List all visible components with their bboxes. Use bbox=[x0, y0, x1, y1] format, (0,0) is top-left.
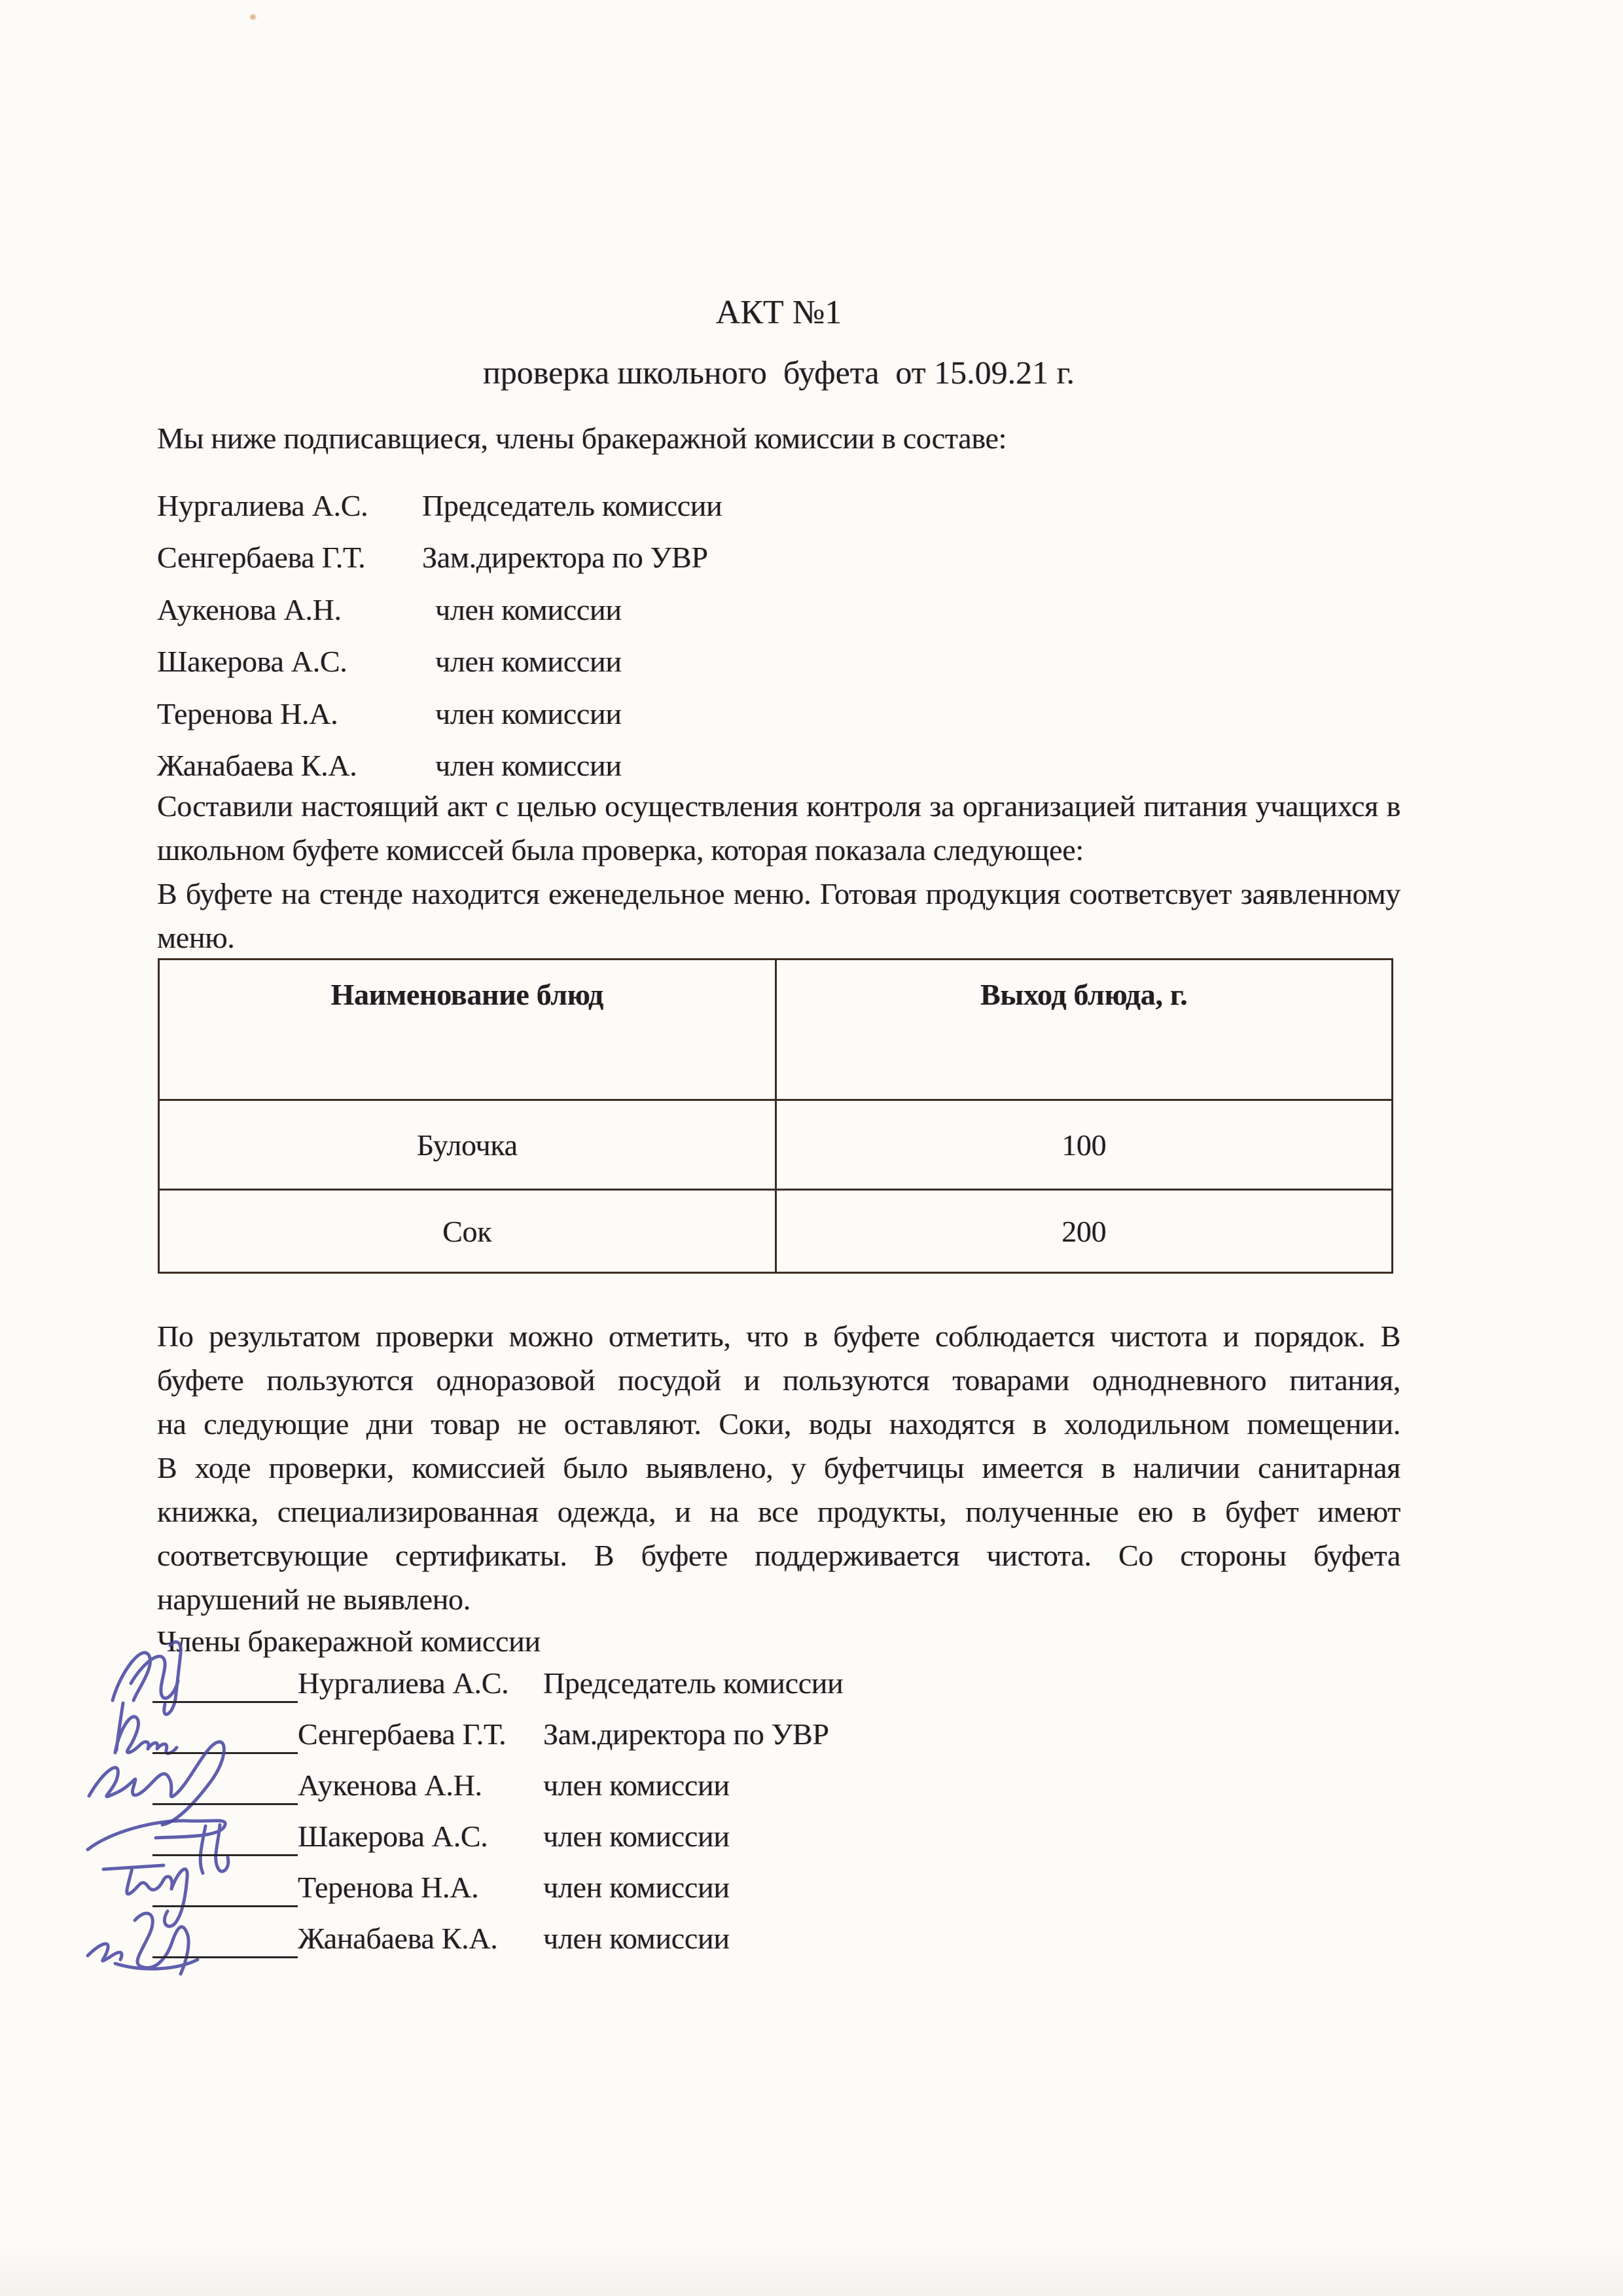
member-row bbox=[157, 538, 708, 577]
member-name: Теренова Н.А. bbox=[157, 697, 338, 730]
member-row bbox=[157, 694, 622, 734]
member-name: Шакерова А.С. bbox=[157, 645, 348, 678]
member-name: Нургалиева А.С. bbox=[157, 489, 368, 522]
table-cell-weight: 100 bbox=[776, 1100, 1393, 1190]
table-header-row bbox=[159, 960, 1393, 1100]
table-cell-dish: Булочка bbox=[159, 1100, 776, 1190]
signatory-role: член комиссии bbox=[543, 1820, 730, 1853]
signatory-name: Аукенова А.Н. bbox=[298, 1768, 482, 1802]
signature-line bbox=[152, 1956, 298, 1958]
intro-line: Мы ниже подписавщиеся, члены бракеражной комиссии в составе: bbox=[157, 422, 1007, 455]
dishes-table bbox=[158, 958, 1393, 1274]
subtitle-block bbox=[157, 353, 1400, 391]
body-line: меню. bbox=[157, 921, 235, 954]
signatory-role: Председатель комиссии bbox=[543, 1666, 844, 1700]
member-name: Жанабаева К.А. bbox=[157, 749, 357, 782]
signatory-name: Теренова Н.А. bbox=[298, 1871, 479, 1904]
table-cell-dish: Сок bbox=[159, 1190, 776, 1273]
signatory-role: Зам.директора по УВР bbox=[543, 1717, 829, 1751]
body-line: соответсвующие сертификаты. В буфете поддерживается чистота. Со стороны буфета bbox=[157, 1539, 1400, 1572]
body-line: школьном буфете комиссей была проверка, которая показала следующее: bbox=[157, 833, 1084, 867]
signatory-name: Жанабаева К.А. bbox=[298, 1922, 498, 1955]
signatory-role: член комиссии bbox=[543, 1768, 730, 1802]
member-name: Аукенова А.Н. bbox=[157, 593, 342, 626]
member-role: член комиссии bbox=[435, 645, 622, 678]
signatory-role: член комиссии bbox=[543, 1871, 730, 1904]
body-line: буфете пользуются одноразовой посудой и пользуются товарами однодневного питания, bbox=[157, 1363, 1400, 1397]
member-row bbox=[157, 642, 622, 681]
body-line: Составили настоящий акт с целью осуществления контроля за организацией питания учащихся в bbox=[157, 789, 1400, 823]
signature-row bbox=[0, 1919, 1623, 1971]
member-role: член комиссии bbox=[435, 593, 622, 626]
body-line: В буфете на стенде находится еженедельное меню. Готовая продукция соответсвует заявленному bbox=[157, 877, 1400, 910]
body-line: По результатом проверки можно отметить, что в буфете соблюдается чистота и порядок. В bbox=[157, 1319, 1400, 1353]
title-block bbox=[157, 293, 1400, 332]
member-role: Зам.директора по УВР bbox=[422, 541, 708, 574]
body-line: книжка, специализированная одежда, и на все продукты, полученные ею в буфет имеют bbox=[157, 1495, 1400, 1528]
table-header-dish-weight: Выход блюда, г. bbox=[776, 960, 1393, 1100]
document-subtitle: проверка школьного буфета от 15.09.21 г. bbox=[483, 354, 1075, 391]
signatory-name: Сенгербаева Г.Т. bbox=[298, 1717, 507, 1751]
member-row bbox=[157, 486, 722, 526]
signatures-heading: Члены бракеражной комиссии bbox=[157, 1624, 541, 1658]
scan-speck bbox=[250, 14, 256, 20]
body-line: В ходе проверки, комиссией было выявлено, у буфетчицы имеется в наличии санитарная bbox=[157, 1451, 1400, 1484]
document-title: АКТ №1 bbox=[715, 294, 842, 331]
table-row bbox=[159, 1100, 1393, 1190]
table-header-dish-name: Наименование блюд bbox=[159, 960, 776, 1100]
table-row bbox=[159, 1190, 1393, 1273]
member-role: член комиссии bbox=[435, 749, 622, 782]
member-name: Сенгербаева Г.Т. bbox=[157, 541, 366, 574]
body-line: нарушений не выявлено. bbox=[157, 1583, 471, 1616]
scan-edge-shading bbox=[0, 2244, 1623, 2296]
signatory-role: член комиссии bbox=[543, 1922, 730, 1955]
member-role: член комиссии bbox=[435, 697, 622, 730]
signatory-name: Нургалиева А.С. bbox=[298, 1666, 509, 1700]
member-row bbox=[157, 746, 622, 785]
member-role: Председатель комиссии bbox=[422, 489, 722, 522]
table-cell-weight: 200 bbox=[776, 1190, 1393, 1273]
body-line: на следующие дни товар не оставляют. Соки, воды находятся в холодильном помещении. bbox=[157, 1407, 1400, 1441]
signatory-name: Шакерова А.С. bbox=[298, 1820, 488, 1853]
member-row bbox=[157, 590, 622, 630]
